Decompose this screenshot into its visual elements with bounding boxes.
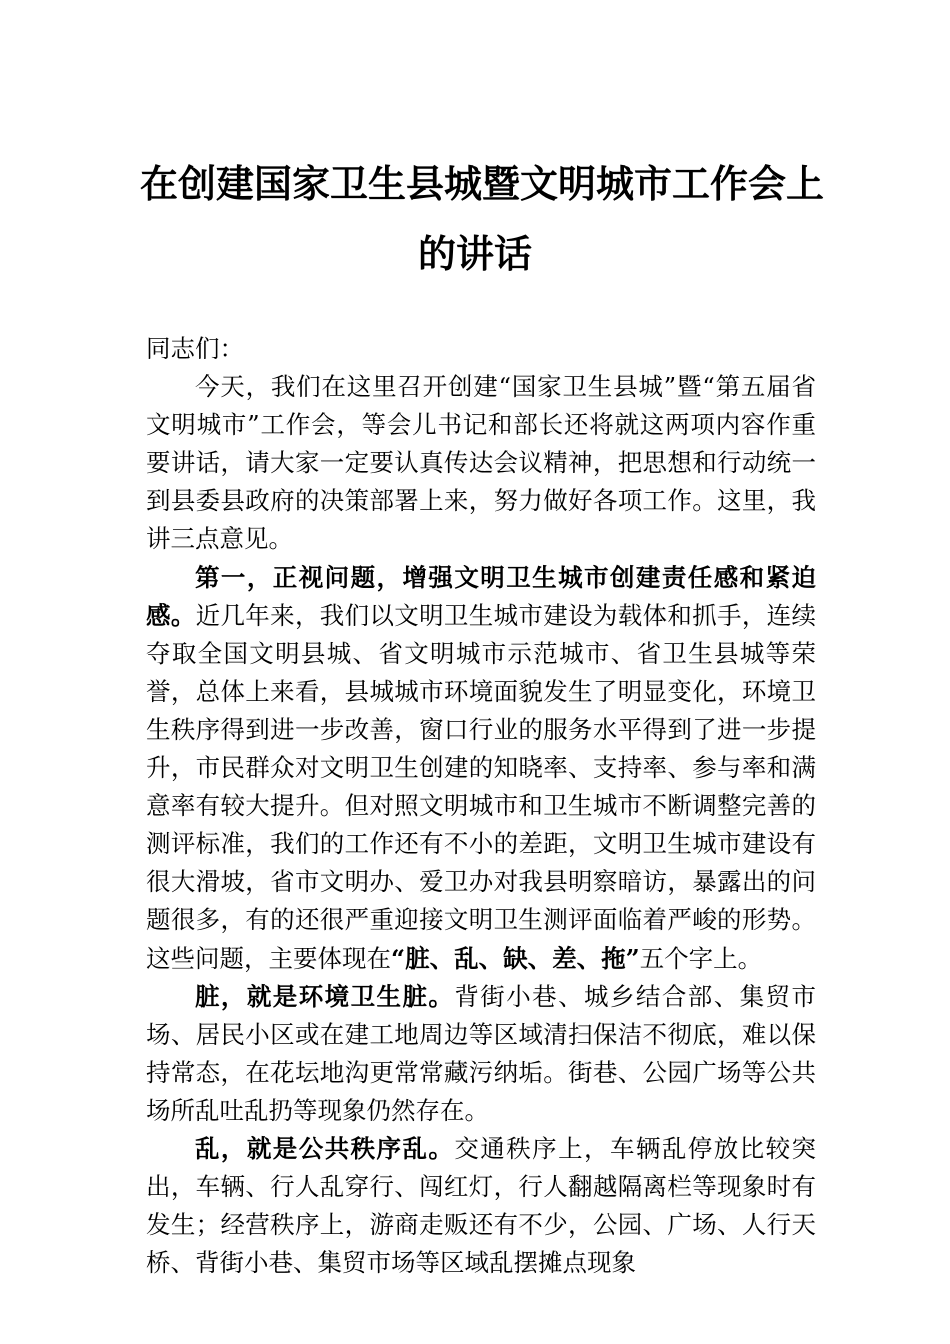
document-title-line-1: 在创建国家卫生县城暨文明城市工作会上 — [140, 161, 825, 206]
document-body — [146, 330, 816, 1282]
paragraph-1-text: 今天，我们在这里召开创建“国家卫生县城”暨“第五届省文明城市”工作会，等会儿书记和部长还将就这两项内容作重要讲话，请大家一定要认真传达会议精神，把思想和行动统一到县委县政府的决策部署上来，努力做好各项工作。这里，我讲三点意见。 — [146, 372, 816, 554]
paragraph-4-heading: 乱，就是公共秩序乱。 — [195, 1133, 455, 1163]
paragraph-2-emphasis: “脏、乱、缺、差、拖” — [391, 943, 640, 973]
salutation: 同志们： — [146, 334, 244, 363]
paragraph-3-heading: 脏，就是环境卫生脏。 — [195, 981, 455, 1011]
paragraph-2 — [146, 559, 816, 978]
paragraph-1 — [146, 368, 816, 558]
paragraph-2-tail: 五个字上。 — [639, 943, 763, 973]
paragraph-4-text: 交通秩序上，车辆乱停放比较突出，车辆、行人乱穿行、闯红灯，行人翻越隔离栏等现象时有发生；经营秩序上，游商走贩还有不少，公园、广场、人行天桥、背街小巷、集贸市场等区域乱摆摊点现象 — [146, 1133, 817, 1278]
paragraph-2-heading: 第一，正视问题，增强文明卫生城市创建责任感和紧迫感。 — [146, 562, 816, 630]
paragraph-4 — [146, 1130, 816, 1282]
paragraph-2-text: 近几年来，我们以文明卫生城市建设为载体和抓手，连续夺取全国文明县城、省文明城市示范城市、省卫生县城等荣誉，总体上来看，县城城市环境面貌发生了明显变化，环境卫生秩序得到进一步改善，窗口行业的服务水平得到了进一步提升，市民群众对文明卫生创建的知晓率、支持率、参与率和满意率有较大提升。但对照文明城市和卫生城市不断调整完善的测评标准，我们的工作还有不小的差距，文明卫生城市建设有很大滑坡，省市文明办、爱卫办对我县明察暗访，暴露出的问题很多，有的还很严重迎接文明卫生测评面临着严峻的形势。这些问题，主要体现在 — [146, 600, 816, 973]
paragraph-3 — [146, 978, 816, 1130]
paragraph-3-text: 背街小巷、城乡结合部、集贸市场、居民小区或在建工地周边等区域清扫保洁不彻底，难以保持常态，在花坛地沟更常常藏污纳垢。街巷、公园广场等公共场所乱吐乱扔等现象仍然存在。 — [146, 981, 817, 1125]
document-title-line-2: 的讲话 — [417, 231, 532, 276]
